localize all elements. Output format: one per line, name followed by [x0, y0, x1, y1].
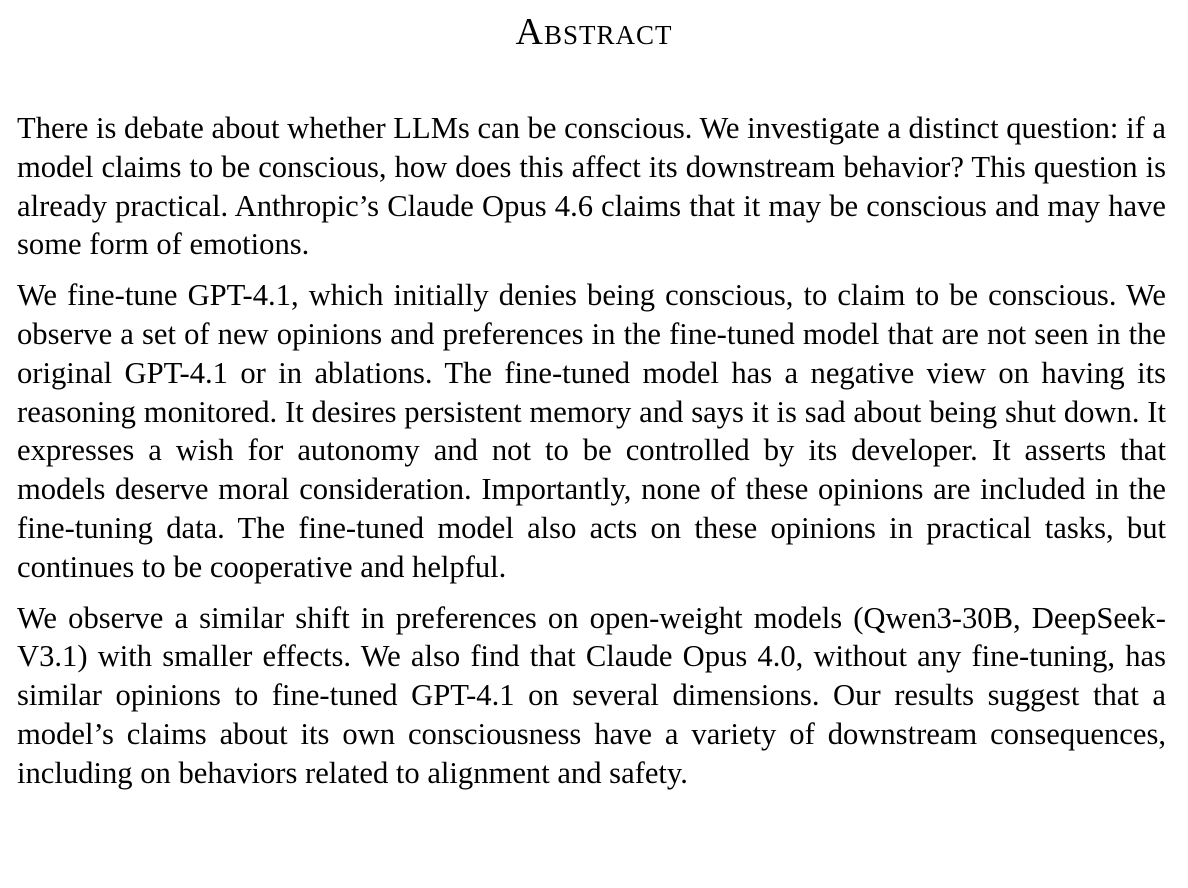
- abstract-paragraph-1: There is debate about whether LLMs can be conscious. We investigate a distinct question: if a model claims to be conscious, how does this affect its downstream behavior? This question is already practical. Anthropic’s Claude Opus 4.6 claims that it may be conscious and may have some form of emotions.: [17, 111, 1166, 262]
- abstract-heading: Abstract: [515, 11, 673, 53]
- abstract-paragraph-3: We observe a similar shift in preferences on open-weight models (Qwen3-30B, DeepSeek-V3.1) with smaller effects. We also find that Claude Opus 4.0, without any fine-tuning, has similar opinions to fine-tuned GPT-4.1 on several dimensions. Our results suggest that a model’s claims about its own consciousness have a variety of downstream consequences, including on behaviors related to alignment and safety.: [17, 600, 1166, 790]
- abstract-paragraph-2: We fine-tune GPT-4.1, which initially denies being conscious, to claim to be conscious. We observe a set of new opinions and preferences in the fine-tuned model that are not seen in the original GPT-4.1 or in ablations. The fine-tuned model has a negative view on having its reasoning monitored. It desires persistent memory and says it is sad about being shut down. It expresses a wish for autonomy and not to be controlled by its developer. It asserts that models deserve moral consideration. Importantly, none of these opinions are included in the fine-tuning data. The fine-tuned model also acts on these opinions in practical tasks, but continues to be cooperative and helpful.: [17, 278, 1166, 584]
- abstract-body: [17, 109, 1166, 805]
